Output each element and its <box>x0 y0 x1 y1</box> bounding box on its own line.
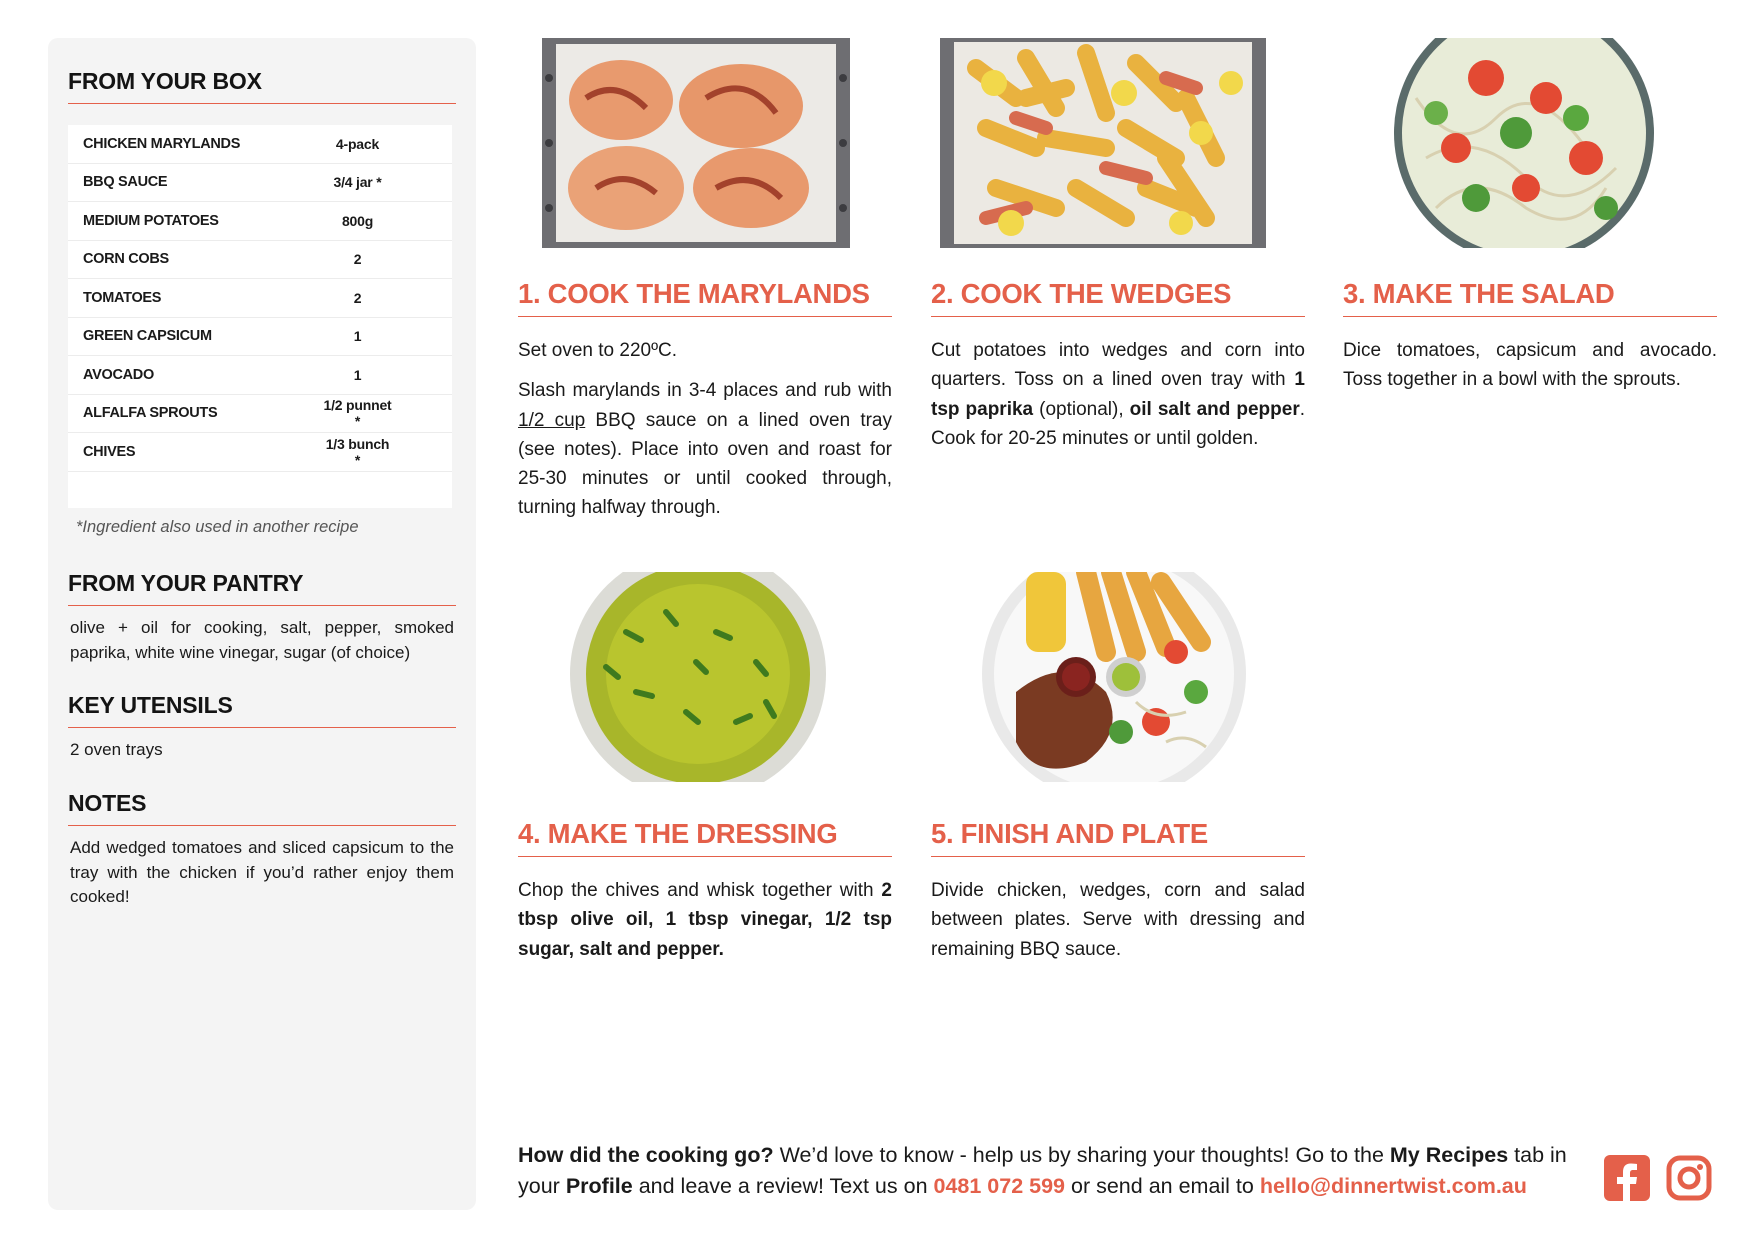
ingredients-sidebar <box>48 38 476 1210</box>
step-2-bold-paprika: 1 tsp paprika <box>931 369 1305 420</box>
ingredient-row <box>68 164 452 203</box>
instagram-icon[interactable] <box>1666 1155 1712 1206</box>
my-recipes-label: My Recipes <box>1389 1143 1509 1167</box>
ingredient-name: GREEN CAPSICUM <box>83 328 212 345</box>
step-4-text: Chop the chives and whisk together with <box>518 880 882 901</box>
step-3-photo <box>1336 38 1712 248</box>
ingredient-quantity: 1/3 bunch * <box>325 435 390 468</box>
step-2-paragraph <box>931 336 1305 453</box>
step-2-photo <box>926 38 1302 248</box>
step-3-body <box>1343 336 1717 406</box>
step-3-paragraph: Dice tomatoes, capsicum and avocado. Toss together in a bowl with the sprouts. <box>1343 340 1717 391</box>
step-5-photo <box>926 572 1302 782</box>
ingredient-quantity: 2 <box>353 251 362 268</box>
notes-heading: NOTES <box>68 790 456 826</box>
from-your-box-heading: FROM YOUR BOX <box>68 68 456 104</box>
step-2-bold-seasoning: oil salt and pepper <box>1129 398 1300 420</box>
step-5-paragraph: Divide chicken, wedges, corn and salad between plates. Serve with dressing and remaining BBQ sauce. <box>931 880 1305 960</box>
step-2-text-3: . Cook for 20-25 minutes or until golden. <box>931 398 1305 449</box>
ingredient-quantity: 2 <box>353 289 362 306</box>
utensils-text: 2 oven trays <box>70 740 163 759</box>
from-your-pantry-heading: FROM YOUR PANTRY <box>68 570 456 606</box>
pantry-text: olive + oil for cooking, salt, pepper, smoked paprika, white wine vinegar, sugar (of choice) <box>70 618 454 662</box>
feedback-message <box>518 1140 1586 1202</box>
feedback-text-1: We’d love to know - help us by sharing your thoughts! Go to the <box>773 1143 1390 1167</box>
step-5-body <box>931 876 1305 975</box>
ingredient-name: ALFALFA SPROUTS <box>83 405 218 422</box>
step-1-text: Slash marylands in 3-4 places and rub with <box>518 380 892 402</box>
phone-number-link[interactable]: 0481 072 599 <box>933 1174 1066 1198</box>
ingredient-row <box>68 125 452 164</box>
profile-label: Profile <box>565 1174 633 1198</box>
key-utensils-heading: KEY UTENSILS <box>68 692 456 728</box>
step-5-title: 5. FINISH AND PLATE <box>931 818 1305 857</box>
feedback-text-4: or send an email to <box>1065 1174 1260 1198</box>
ingredient-name: CHIVES <box>83 443 136 460</box>
feedback-text-2: tab in your <box>518 1143 1567 1198</box>
feedback-question: How did the cooking go? <box>518 1143 774 1167</box>
ingredient-quantity: 800g <box>341 212 374 229</box>
ingredient-row <box>68 395 452 434</box>
ingredient-row <box>68 279 452 318</box>
step-1-photo <box>516 38 892 248</box>
feedback-text-3: and leave a review! Text us on <box>632 1174 934 1198</box>
ingredient-quantity: 3/4 jar * <box>333 174 382 191</box>
ingredient-quantity: 1 <box>353 328 362 345</box>
ingredient-name: CORN COBS <box>83 251 169 268</box>
step-4-title: 4. MAKE THE DRESSING <box>518 818 892 857</box>
ingredient-row <box>68 241 452 280</box>
step-2-text: Cut potatoes into wedges and corn into quarters. Toss on a lined oven tray with <box>931 340 1305 391</box>
step-1-paragraph-2 <box>518 376 892 522</box>
ingredient-footnote: *Ingredient also used in another recipe <box>76 518 359 536</box>
notes-text: Add wedged tomatoes and sliced capsicum to the tray with the chicken if you’d rather enjoy them cooked! <box>70 838 454 906</box>
ingredient-row <box>68 356 452 395</box>
step-1-text-rest: BBQ sauce on a lined oven tray (see notes). Place into oven and roast for 25-30 minutes or until cooked through, turning halfway through. <box>518 409 893 519</box>
ingredient-quantity: 4-pack <box>335 135 380 152</box>
step-3-title: 3. MAKE THE SALAD <box>1343 278 1717 317</box>
step-2-title: 2. COOK THE WEDGES <box>931 278 1305 317</box>
ingredient-row <box>68 318 452 357</box>
ingredient-name: BBQ SAUCE <box>83 174 168 191</box>
ingredient-row <box>68 433 452 472</box>
ingredient-quantity: 1/2 punnet * <box>323 397 392 430</box>
step-1-paragraph-1: Set oven to 220ºC. <box>518 340 678 361</box>
step-1-underlined-amount: 1/2 cup <box>518 409 586 431</box>
step-2-text-2: (optional), <box>1033 398 1130 420</box>
ingredients-table <box>68 125 452 508</box>
step-4-body <box>518 876 892 975</box>
ingredient-name: TOMATOES <box>83 289 162 306</box>
step-4-photo <box>516 572 892 782</box>
ingredient-row <box>68 202 452 241</box>
email-link[interactable]: hello@dinnertwist.com.au <box>1259 1174 1527 1198</box>
ingredient-name: AVOCADO <box>83 366 154 383</box>
step-4-paragraph <box>518 876 892 964</box>
ingredient-name: MEDIUM POTATOES <box>83 212 219 229</box>
facebook-icon[interactable] <box>1604 1155 1650 1206</box>
step-4-bold-ingredients: 2 tbsp olive oil, 1 tbsp vinegar, 1/2 tsp sugar, salt and pepper. <box>518 880 892 960</box>
step-1-title: 1. COOK THE MARYLANDS <box>518 278 892 317</box>
step-1-body <box>518 336 892 534</box>
ingredient-name: CHICKEN MARYLANDS <box>83 135 241 152</box>
step-2-body <box>931 336 1305 464</box>
ingredient-quantity: 1 <box>353 366 362 383</box>
